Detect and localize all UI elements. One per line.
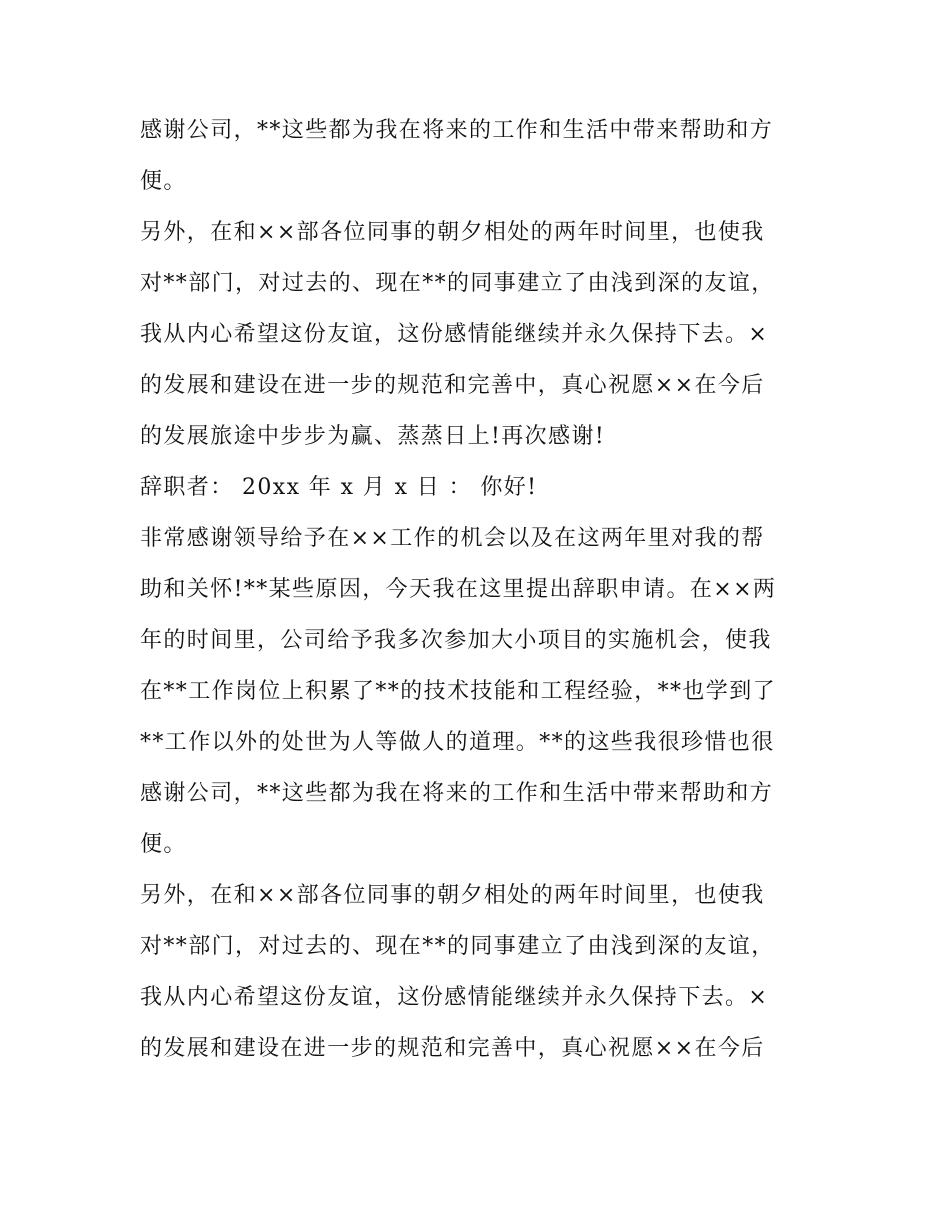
text-line: 的发展和建设在进一步的规范和完善中，真心祝愿××在今后 [140,373,765,398]
text-line: 我从内心希望这份友谊，这份感情能继续并永久保持下去。× [140,322,769,347]
text-line: 的发展旅途中步步为赢、蒸蒸日上!再次感谢! [140,424,606,449]
text-line: 感谢公司，**这些都为我在将来的工作和生活中带来帮助和方 [140,781,774,806]
text-line: 对**部门，对过去的、现在**的同事建立了由浅到深的友谊， [140,271,775,296]
text-line: 在**工作岗位上积累了**的技术技能和工程经验，**也学到了 [140,679,777,704]
text-line: 便。 [140,832,187,857]
text-line: 我从内心希望这份友谊，这份感情能继续并永久保持下去。× [140,985,769,1010]
text-line: **工作以外的处世为人等做人的道理。**的这些我很珍惜也很 [140,730,775,755]
text-line: 助和关怀!**某些原因，今天我在这里提出辞职申请。在××两 [140,577,777,602]
text-line: 年的时间里，公司给予我多次参加大小项目的实施机会，使我 [140,628,772,653]
text-line: 便。 [140,169,187,194]
document-body [140,105,820,1074]
text-line: 另外，在和××部各位同事的朝夕相处的两年时间里，也使我 [140,220,765,245]
signature-date-line: 辞职者： 20xx 年 x 月 x 日 ： 你好! [140,475,538,500]
text-line: 对**部门，对过去的、现在**的同事建立了由浅到深的友谊， [140,934,775,959]
text-line: 另外，在和××部各位同事的朝夕相处的两年时间里，也使我 [140,883,765,908]
text-line: 非常感谢领导给予在××工作的机会以及在这两年里对我的帮 [140,526,765,551]
text-line: 的发展和建设在进一步的规范和完善中，真心祝愿××在今后 [140,1036,765,1061]
text-line: 感谢公司，**这些都为我在将来的工作和生活中带来帮助和方 [140,118,774,143]
